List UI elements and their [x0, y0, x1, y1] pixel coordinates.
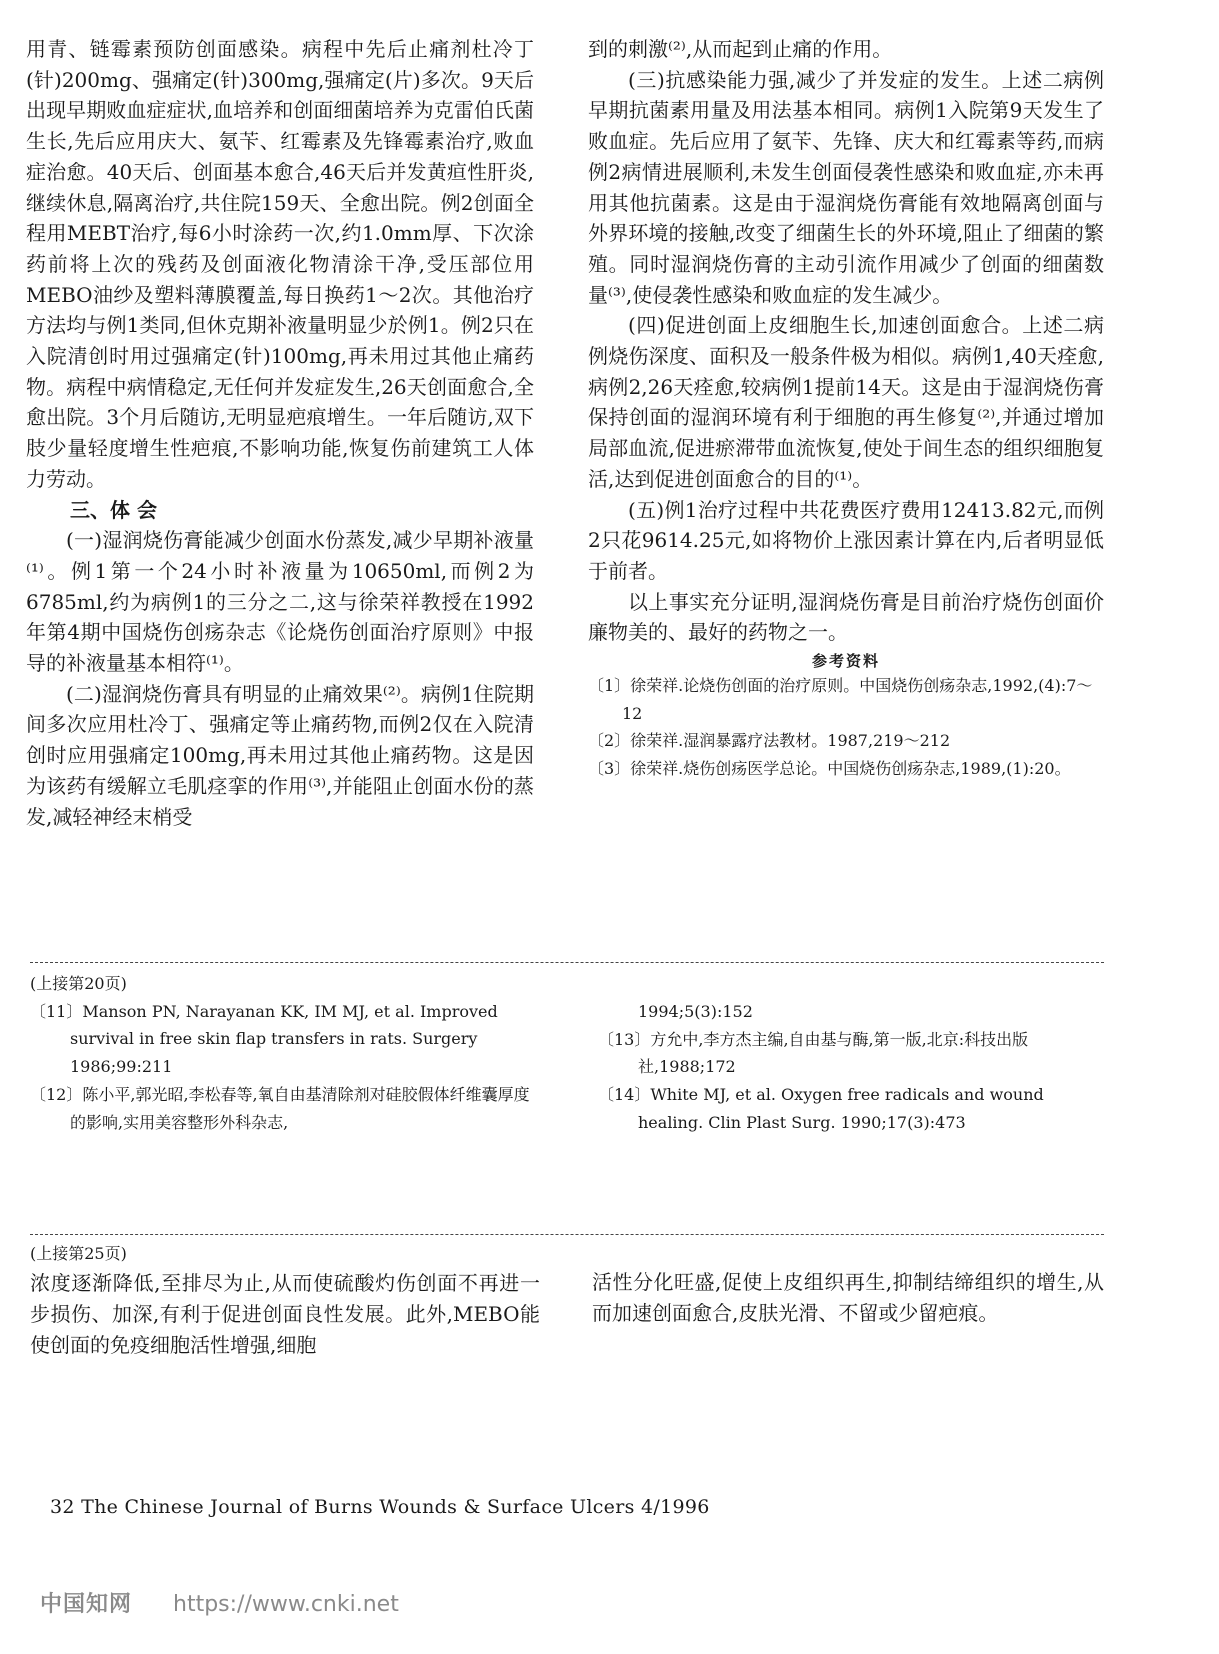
reference-item: 〔3〕徐荣祥.烧伤创疡医学总论。中国烧伤创疡杂志,1989,(1):20。 [588, 759, 1071, 779]
continuation-label: (上接第20页) [30, 974, 127, 993]
section-divider [30, 962, 1104, 963]
continuation-left-column [30, 1240, 540, 1361]
continuation-right-column [598, 998, 1104, 1137]
article-right-column [588, 34, 1104, 783]
references-title: 参考资料 [811, 652, 880, 671]
paragraph: 浓度逐渐降低,至排尽为止,从而使硫酸灼伤创面不再进一步损伤、加深,有利于促进创面良性发展。此外,MEBO能使创面的免疫细胞活性增强,细胞 [30, 1270, 540, 1357]
reference-item: 〔14〕White MJ, et al. Oxygen free radicals and wound healing. Clin Plast Surg. 1990;17(3):473 [598, 1085, 1044, 1132]
continuation-label: (上接第25页) [30, 1244, 127, 1263]
reference-item: 〔12〕陈小平,郭光昭,李松春等,氧自由基清除剂对硅胶假体纤维囊厚度的影响,实用美容整形外科杂志, [30, 1084, 530, 1132]
section-divider [30, 1234, 1104, 1235]
reference-item: 〔11〕Manson PN, Narayanan KK, IM MJ, et al. Improved survival in free skin flap transfers in rats. Surgery 1986;99:211 [30, 1001, 498, 1077]
reference-item: 〔1〕徐荣祥.论烧伤创面的治疗原则。中国烧伤创疡杂志,1992,(4):7～12 [588, 676, 1093, 723]
paragraph: (二)湿润烧伤膏具有明显的止痛效果⁽²⁾。病例1住院期间多次应用杜冷丁、强痛定等止痛药物,而例2仅在入院清创时应用强痛定100mg,再未用过其他止痛药物。这是因为该药有缓解立毛肌痉挛的作用⁽³⁾,并能阻止创面水份的蒸发,减轻神经末梢受 [26, 681, 534, 829]
continuation-right-column [592, 1267, 1104, 1329]
article-left-column [26, 34, 534, 832]
paragraph: (一)湿润烧伤膏能减少创面水份蒸发,减少早期补液量⁽¹⁾。例1第一个24小时补液量为10650ml,而例2为6785ml,约为病例1的三分之二,这与徐荣祥教授在1992年第4期中国烧伤创疡杂志《论烧伤创面治疗原则》中报导的补液量基本相符⁽¹⁾。 [26, 528, 534, 676]
paragraph: (五)例1治疗过程中共花费医疗费用12413.82元,而例2只花9614.25元,如将物价上涨因素计算在内,后者明显低于前者。 [588, 497, 1104, 583]
continuation-left-column [30, 970, 540, 1136]
paragraph: 以上事实充分证明,湿润烧伤膏是目前治疗烧伤创面价廉物美的、最好的药物之一。 [588, 589, 1104, 645]
reference-item: 〔2〕徐荣祥.湿润暴露疗法教材。1987,219～212 [588, 731, 951, 751]
paragraph: 用青、链霉素预防创面感染。病程中先后止痛剂杜冷丁(针)200mg、强痛定(针)300mg,强痛定(片)多次。9天后出现早期败血症症状,血培养和创面细菌培养为克雷伯氏菌生长,先后应用庆大、氨苄、红霉素及先锋霉素治疗,败血症治愈。40天后、创面基本愈合,46天后并发黄疸性肝炎,继续休息,隔离治疗,共住院159天、全愈出院。例2创面全程用MEBT治疗,每6小时涂药一次,约1.0mm厚、下次涂药前将上次的残药及创面液化物清涂干净,受压部位用MEBO油纱及塑料薄膜覆盖,每日换药1～2次。其他治疗方法均与例1类同,但休克期补液量明显少於例1。例2只在入院清创时用过强痛定(针)100mg,再未用过其他止痛药物。病程中病情稳定,无任何并发症发生,26天创面愈合,全愈出院。3个月后随访,无明显疤痕增生。一年后随访,双下肢少量轻度增生性疤痕,不影响功能,恢复伤前建筑工人体力劳动。 [26, 37, 534, 491]
paragraph: (四)促进创面上皮细胞生长,加速创面愈合。上述二病例烧伤深度、面积及一般条件极为相似。病例1,40天痊愈,病例2,26天痊愈,较病例1提前14天。这是由于湿润烧伤膏保持创面的湿润环境有利于细胞的再生修复⁽²⁾,并通过增加局部血流,促进瘀滞带血流恢复,使处于间生态的组织细胞复活,达到促进创面愈合的目的⁽¹⁾。 [588, 313, 1104, 491]
cnki-watermark [40, 1587, 399, 1618]
paragraph: 到的刺激⁽²⁾,从而起到止痛的作用。 [588, 37, 893, 61]
section-heading: 三、体 会 [70, 497, 157, 522]
paragraph: (三)抗感染能力强,减少了并发症的发生。上述二病例早期抗菌素用量及用法基本相同。病例1入院第9天发生了败血症。先后应用了氨苄、先锋、庆大和红霉素等药,而病例2病情进展顺利,未发生创面侵袭性感染和败血症,亦未再用其他抗菌素。这是由于湿润烧伤膏能有效地隔离创面与外界环境的接触,改变了细菌生长的外环境,阻止了细菌的繁殖。同时湿润烧伤膏的主动引流作用减少了创面的细菌数量⁽³⁾,使侵袭性感染和败血症的发生减少。 [588, 67, 1104, 307]
reference-item: 〔13〕方允中,李方杰主编,自由基与酶,第一版,北京:科技出版社,1988;172 [598, 1029, 1029, 1077]
watermark-url: https://www.cnki.net [173, 1592, 399, 1617]
watermark-cn: 中国知网 [40, 1592, 133, 1617]
page-footer: 32 The Chinese Journal of Burns Wounds & Surface Ulcers 4/1996 [50, 1496, 710, 1518]
paragraph: 活性分化旺盛,促使上皮组织再生,抑制结缔组织的增生,从而加速创面愈合,皮肤光滑、不留或少留疤痕。 [592, 1270, 1104, 1325]
reference-continuation: 1994;5(3):152 [638, 1002, 753, 1021]
